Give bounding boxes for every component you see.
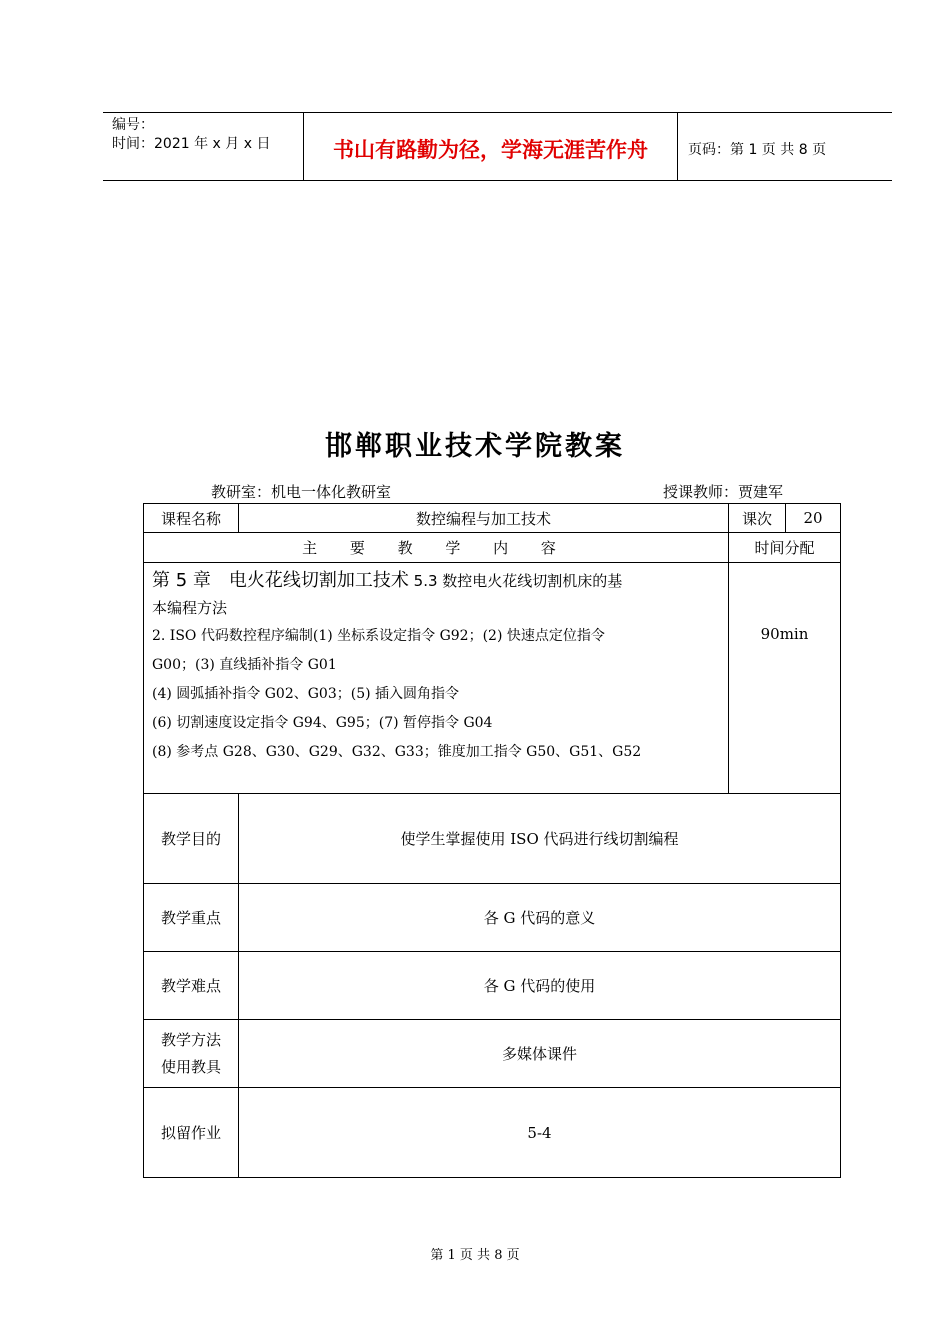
row-value: 多媒体课件 [239,1020,841,1088]
content-line: 2. ISO 代码数控程序编制(1) 坐标系设定指令 G92；(2) 快速点定位指令 [152,628,605,644]
time-allocation-header: 时间分配 [729,533,841,563]
document-title: 邯郸职业技术学院教案 [325,431,625,462]
table-row [144,794,841,884]
content-cell [144,563,729,794]
row-value: 5-4 [239,1088,841,1178]
row-label-line2: 使用教具 [160,1057,221,1076]
content-line: G00；(3) 直线插补指令 G01 [152,657,337,673]
header-meta [112,116,270,154]
content-line: (6) 切割速度设定指令 G94、G95；(7) 暂停指令 G04 [152,715,493,731]
table-row [144,884,841,952]
section-title-cont: 本编程方法 [152,599,228,617]
table-row [144,1088,841,1178]
content-line: (8) 参考点 G28、G30、G29、G32、G33；锥度加工指令 G50、G51、G52 [152,744,642,760]
row-label-line1: 教学方法 [160,1030,221,1049]
main-content-label: 主 要 教 学 内 容 [302,539,570,557]
header-page-label: 页码：第 1 页 共 8 页 [688,142,827,158]
row-value: 使学生掌握使用 ISO 代码进行线切割编程 [239,794,841,884]
lesson-plan-table [143,503,841,1178]
time-value: 90min [729,563,841,794]
course-name: 数控编程与加工技术 [239,504,729,533]
course-name-label: 课程名称 [144,504,239,533]
row-label: 教学目的 [144,794,239,884]
main-content-header [144,533,729,563]
lesson-number: 20 [786,504,841,533]
time-label: 时间：2021 年 x 月 x 日 [112,136,271,152]
row-label: 教学重点 [144,884,239,952]
table-row [144,533,841,563]
number-label: 编号： [112,117,154,133]
header-top-rule [103,112,892,113]
table-row [144,504,841,533]
content-line: (4) 圆弧插补指令 G02、G03；(5) 插入圆角指令 [152,686,460,702]
table-row [144,952,841,1020]
table-row [144,1020,841,1088]
chapter-title: 第 5 章 电火花线切割加工技术 [152,570,409,591]
section-title: 5.3 数控电火花线切割机床的基 [408,572,623,590]
page-footer: 第 1 页 共 8 页 [430,1248,520,1263]
motto: 书山有路勤为径，学海无涯苦作舟 [333,138,648,162]
header-bottom-rule [103,180,892,181]
row-value: 各 G 代码的意义 [239,884,841,952]
row-label: 教学难点 [144,952,239,1020]
department: 教研室：机电一体化教研室 [211,483,392,501]
lesson-label: 课次 [729,504,786,533]
row-label [144,1020,239,1088]
row-label: 拟留作业 [144,1088,239,1178]
row-value: 各 G 代码的使用 [239,952,841,1020]
table-row [144,563,841,794]
teacher: 授课教师：贾建军 [663,483,784,501]
header-divider-2 [677,112,678,181]
